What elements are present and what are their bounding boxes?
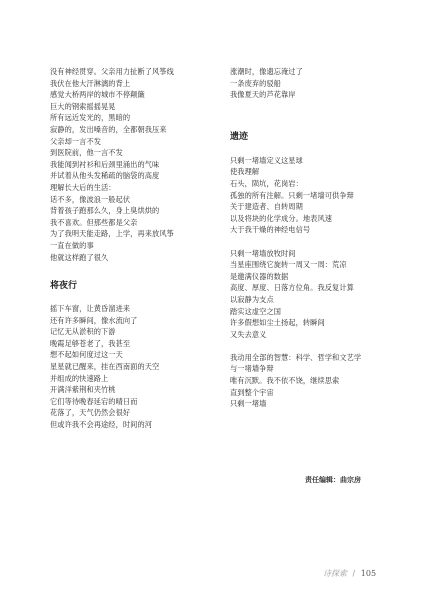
poem-line: 我像夏天的芦花靠岸: [230, 90, 296, 100]
poem-line: 我不喜欢。但那些都是父亲: [50, 217, 138, 227]
poem-line: 感觉大桥两岸的城市不停颠簸: [50, 90, 145, 100]
poem2-tail: [230, 66, 390, 101]
poem-line: 许多假想如尘土扬起，转瞬间: [230, 318, 325, 328]
poem3-stanza-3: [230, 352, 390, 410]
poem3-stanza-2: [230, 248, 390, 341]
poem-line: 想不起如何度过这一天: [50, 350, 123, 360]
poem-line: 与一堵墙争辩: [230, 364, 274, 374]
poem-line: 所有远近发光的，黑暗的: [50, 113, 131, 123]
page-footer: [323, 568, 376, 579]
poem-line: 以寂静为支点: [230, 294, 274, 304]
poem3-stanza-1: [230, 155, 390, 236]
poem-line: 直到整个宇宙: [230, 387, 274, 397]
poem-line: 并组成的快速路上: [50, 373, 109, 383]
responsible-editor: 责任编辑：曲宗房: [305, 476, 361, 484]
poem-line: 唯有沉默。我不依不饶，继续思索: [230, 376, 340, 386]
poem-line: 背着孩子跑那么久，身上臭烘烘的: [50, 206, 160, 216]
poem-line: 到医院前，他一言不发: [50, 148, 123, 158]
poem-line: 父亲却一言不发: [50, 136, 102, 146]
poem-line: 只剩一堵墙定义这星球: [230, 155, 303, 165]
poem-line: 巨大的钢索摇摇晃晃: [50, 101, 116, 111]
page-number: 105: [360, 569, 377, 578]
poem-line: 开满洋紫荆和夹竹桃: [50, 385, 116, 395]
poem-line: 他就这样跑了很久: [50, 252, 109, 262]
poem-line: 以及将块的化学成分。地表风速: [230, 213, 333, 223]
poem-line: 关于建造者、自转周期: [230, 202, 303, 212]
poem2-body: [50, 303, 215, 431]
poem-line: 一直在做的事: [50, 240, 94, 250]
poem-line: 是邀满仪器的数据: [230, 271, 289, 281]
poem-line: 石头，陨坑，花岗岩：: [230, 178, 303, 188]
footer-separator: /: [352, 569, 356, 578]
poem-line: 晚霞足够苍老了，我甚至: [50, 338, 131, 348]
poem-line: 我能闻到衬衫和后颈里涌出的气味: [50, 159, 160, 169]
poem-title: 遗迹: [230, 131, 249, 142]
poem-line: 当星座围绕它旋转一周又一周：荒凉: [230, 260, 347, 270]
poem-line: 大于我干燥的神经电信号: [230, 225, 311, 235]
right-column: [230, 66, 390, 410]
poem-line: 摇下车窗，让黄昏溜进来: [50, 304, 131, 314]
poem-line: 我伏在他大汗淋漓的背上: [50, 78, 131, 88]
poem-line: 星星就已醒来，挂在西南面的天空: [50, 362, 160, 372]
poem1-tail: [50, 66, 215, 263]
poem-line: 话不多，像波浪一般起伏: [50, 194, 131, 204]
poem-line: 并试着从他头发稀疏的脑袋的高度: [50, 171, 160, 181]
poem-line: 理解长大后的生活：: [50, 182, 116, 192]
left-column: [50, 66, 215, 431]
poem-line: 记忆无从淤积的下游: [50, 327, 116, 337]
poem-line: 我动用全部的智慧：科学、哲学和文艺学: [230, 352, 362, 362]
poem-line: 还有许多瞬间，像水流向了: [50, 315, 138, 325]
poem-line: 没有神经贯穿。父亲用力扯断了风筝线: [50, 67, 174, 76]
poem-line: 只剩一堵墙放牧时间: [230, 248, 296, 258]
poem-line: 涨潮时，像遗忘淹过了: [230, 67, 303, 76]
stanza-gap: [230, 236, 390, 248]
poem-line: 一条废弃的驳船: [230, 78, 282, 88]
poem-line: 又失去意义: [230, 329, 267, 339]
poem-line: 高度、厚度、日落方位角。我反复计算: [230, 283, 354, 293]
poem-line: 使我理解: [230, 167, 260, 177]
poem-line: 踏实这虚空之国: [230, 306, 282, 316]
stanza-gap: [230, 340, 390, 352]
poem-line: 它们等待晚春延宕的晴日而: [50, 396, 138, 406]
poem-line: 但或许我不会再途经，时间的河: [50, 420, 153, 430]
poem-line: 孤独的所有注解。只剩一堵墙可供争辩: [230, 190, 354, 200]
journal-name: 诗探索: [323, 569, 347, 578]
poem-line: 为了我明天能走路，上学，再来放风筝: [50, 229, 174, 239]
poem-line: 花落了，天气仍然会很好: [50, 408, 131, 418]
poem-line: 寂静的，发出嗓音的，全都朝我压来: [50, 124, 167, 134]
poem-title: 将夜行: [50, 281, 78, 292]
poem-line: 只剩一堵墙: [230, 399, 267, 409]
